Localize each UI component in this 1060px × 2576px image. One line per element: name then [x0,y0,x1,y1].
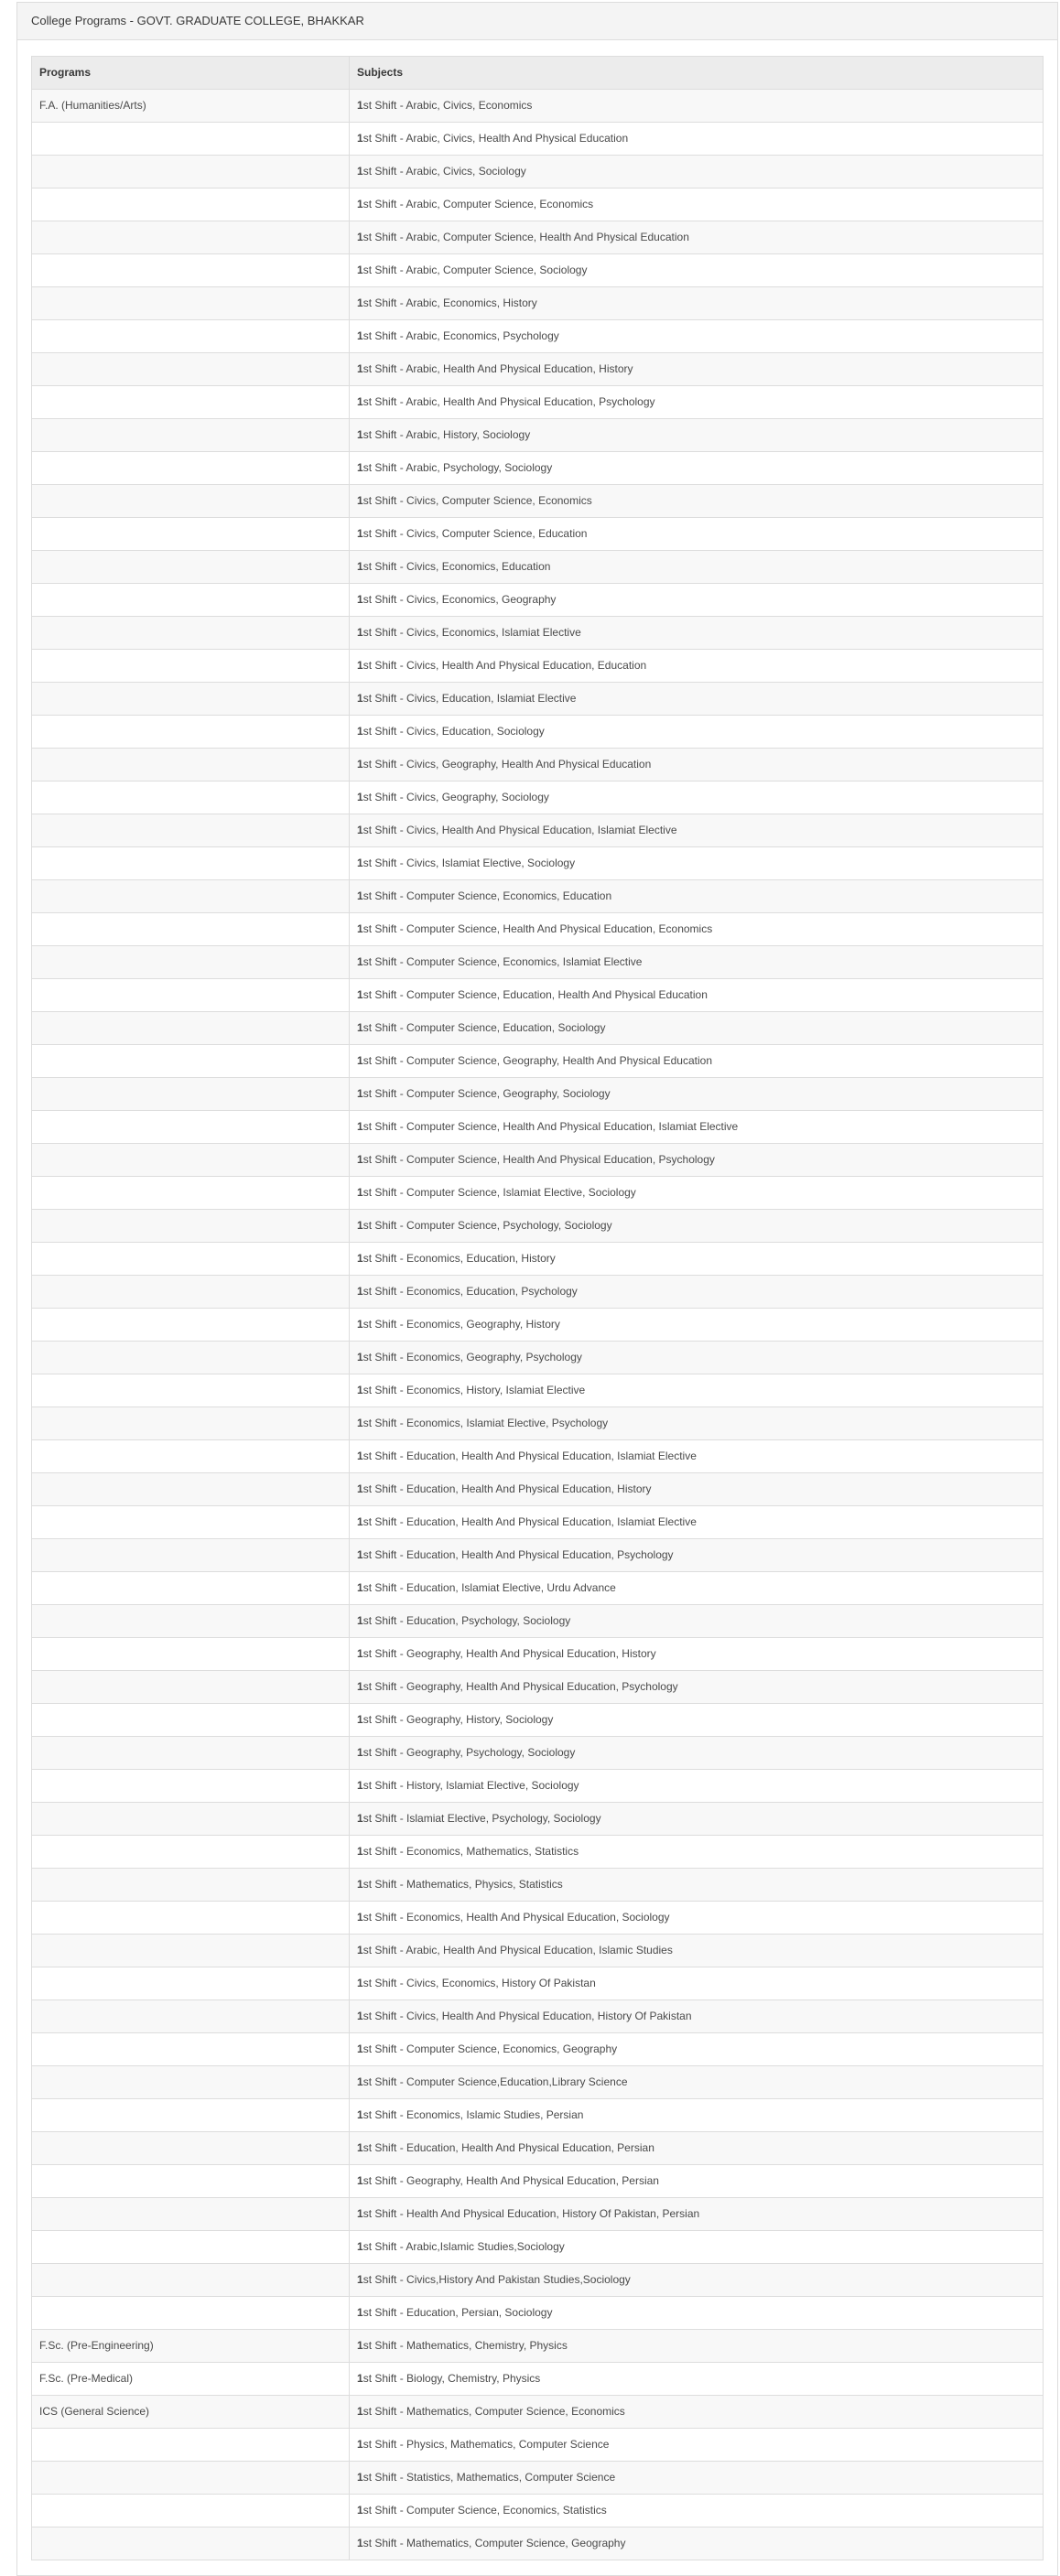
program-cell [32,1210,350,1243]
subject-cell: 1st Shift - Civics,History And Pakistan Studies,Sociology [350,2264,1044,2297]
program-cell [32,2527,350,2560]
subject-cell: 1st Shift - Computer Science, Education, Sociology [350,1012,1044,1045]
subject-cell: 1st Shift - Economics, Geography, Psychology [350,1342,1044,1374]
subject-cell: 1st Shift - Health And Physical Education, History Of Pakistan, Persian [350,2198,1044,2231]
program-cell [32,1770,350,1803]
subject-cell: 1st Shift - Civics, Islamiat Elective, Sociology [350,847,1044,880]
program-cell [32,2132,350,2165]
table-row [32,1276,1044,1309]
program-cell: F.Sc. (Pre-Engineering) [32,2330,350,2363]
subject-cell: 1st Shift - Geography, Health And Physical Education, History [350,1638,1044,1671]
panel-body [17,40,1057,2575]
subject-cell: 1st Shift - Mathematics, Computer Science, Geography [350,2527,1044,2560]
table-row [32,1012,1044,1045]
subject-cell: 1st Shift - Education, Islamiat Elective, Urdu Advance [350,1572,1044,1605]
program-cell [32,2231,350,2264]
subject-cell: 1st Shift - Education, Health And Physical Education, Psychology [350,1539,1044,1572]
table-row [32,2066,1044,2099]
subject-cell: 1st Shift - Physics, Mathematics, Computer Science [350,2429,1044,2462]
programs-table [31,56,1044,2560]
subject-cell: 1st Shift - Economics, Health And Physical Education, Sociology [350,1902,1044,1935]
subject-cell: 1st Shift - Geography, Health And Physical Education, Persian [350,2165,1044,2198]
table-row [32,1671,1044,1704]
table-row [32,814,1044,847]
subject-cell: 1st Shift - Education, Psychology, Sociology [350,1605,1044,1638]
subject-cell: 1st Shift - Geography, Health And Physical Education, Psychology [350,1671,1044,1704]
program-cell [32,1671,350,1704]
program-cell [32,1012,350,1045]
table-row [32,2000,1044,2033]
table-row [32,2297,1044,2330]
program-cell [32,1539,350,1572]
subject-cell: 1st Shift - Education, Health And Physical Education, Islamiat Elective [350,1506,1044,1539]
column-header-subjects: Subjects [350,57,1044,90]
table-row [32,1243,1044,1276]
table-row [32,551,1044,584]
table-row [32,1342,1044,1374]
table-row [32,1210,1044,1243]
subject-cell: 1st Shift - Geography, History, Sociology [350,1704,1044,1737]
subject-cell: 1st Shift - Civics, Education, Islamiat Elective [350,683,1044,716]
program-cell [32,189,350,221]
table-row [32,749,1044,781]
program-cell [32,1243,350,1276]
table-row [32,781,1044,814]
program-cell [32,1342,350,1374]
table-row [32,716,1044,749]
subject-cell: 1st Shift - Islamiat Elective, Psychology, Sociology [350,1803,1044,1836]
table-row [32,2462,1044,2495]
program-cell [32,1144,350,1177]
table-row [32,419,1044,452]
program-cell [32,156,350,189]
subject-cell: 1st Shift - Computer Science, Psychology, Sociology [350,1210,1044,1243]
subject-cell: 1st Shift - Computer Science, Health And Physical Education, Psychology [350,1144,1044,1177]
table-row [32,1638,1044,1671]
program-cell [32,1111,350,1144]
table-row [32,2330,1044,2363]
subject-cell: 1st Shift - Education, Health And Physical Education, Islamiat Elective [350,1440,1044,1473]
subject-cell: 1st Shift - Arabic, Civics, Economics [350,90,1044,123]
subject-cell: 1st Shift - Computer Science, Economics, Statistics [350,2495,1044,2527]
table-row [32,2429,1044,2462]
table-row [32,1177,1044,1210]
table-row [32,1539,1044,1572]
program-cell [32,1704,350,1737]
table-row [32,2396,1044,2429]
table-row [32,946,1044,979]
program-cell [32,1869,350,1902]
program-cell [32,1935,350,1967]
table-row [32,1770,1044,1803]
table-row [32,1440,1044,1473]
program-cell [32,2099,350,2132]
column-header-programs: Programs [32,57,350,90]
header-row [32,57,1044,90]
subject-cell: 1st Shift - Mathematics, Physics, Statistics [350,1869,1044,1902]
program-cell [32,485,350,518]
subject-cell: 1st Shift - Civics, Computer Science, Education [350,518,1044,551]
subject-cell: 1st Shift - Arabic, Economics, History [350,287,1044,320]
program-cell [32,683,350,716]
program-cell [32,2033,350,2066]
subject-cell: 1st Shift - Education, Persian, Sociology [350,2297,1044,2330]
subject-cell: 1st Shift - Computer Science,Education,Library Science [350,2066,1044,2099]
program-cell [32,2495,350,2527]
subject-cell: 1st Shift - Civics, Economics, History Of Pakistan [350,1967,1044,2000]
program-cell [32,1638,350,1671]
table-row [32,2495,1044,2527]
subject-cell: 1st Shift - Civics, Economics, Islamiat Elective [350,617,1044,650]
subject-cell: 1st Shift - Economics, Islamic Studies, Persian [350,2099,1044,2132]
program-cell [32,2165,350,2198]
program-cell [32,1737,350,1770]
program-cell: F.A. (Humanities/Arts) [32,90,350,123]
table-row [32,386,1044,419]
program-cell [32,2462,350,2495]
subject-cell: 1st Shift - Arabic, Health And Physical Education, History [350,353,1044,386]
program-cell [32,1902,350,1935]
program-cell [32,287,350,320]
subject-cell: 1st Shift - Mathematics, Chemistry, Physics [350,2330,1044,2363]
subject-cell: 1st Shift - Civics, Health And Physical Education, Education [350,650,1044,683]
table-row [32,584,1044,617]
table-row [32,2165,1044,2198]
subject-cell: 1st Shift - Computer Science, Economics, Education [350,880,1044,913]
table-row [32,1045,1044,1078]
subject-cell: 1st Shift - Computer Science, Economics, Geography [350,2033,1044,2066]
subject-cell: 1st Shift - Geography, Psychology, Sociology [350,1737,1044,1770]
program-cell [32,1177,350,1210]
table-row [32,2099,1044,2132]
program-cell [32,353,350,386]
subject-cell: 1st Shift - Biology, Chemistry, Physics [350,2363,1044,2396]
program-cell [32,419,350,452]
program-cell [32,847,350,880]
subject-cell: 1st Shift - Education, Health And Physical Education, Persian [350,2132,1044,2165]
table-row [32,1309,1044,1342]
program-cell [32,1407,350,1440]
subject-cell: 1st Shift - Civics, Geography, Sociology [350,781,1044,814]
programs-table-body [32,90,1044,2560]
subject-cell: 1st Shift - Civics, Economics, Geography [350,584,1044,617]
program-cell [32,716,350,749]
programs-table-head [32,57,1044,90]
program-cell [32,814,350,847]
table-row [32,1967,1044,2000]
subject-cell: 1st Shift - Computer Science, Islamiat Elective, Sociology [350,1177,1044,1210]
program-cell [32,584,350,617]
subject-cell: 1st Shift - Arabic, Computer Science, Economics [350,189,1044,221]
subject-cell: 1st Shift - Civics, Health And Physical Education, History Of Pakistan [350,2000,1044,2033]
program-cell [32,1078,350,1111]
subject-cell: 1st Shift - Computer Science, Geography, Health And Physical Education [350,1045,1044,1078]
table-row [32,1572,1044,1605]
program-cell [32,2066,350,2099]
program-cell [32,749,350,781]
table-row [32,2264,1044,2297]
subject-cell: 1st Shift - Civics, Education, Sociology [350,716,1044,749]
table-row [32,1605,1044,1638]
program-cell [32,254,350,287]
table-row [32,90,1044,123]
table-row [32,2198,1044,2231]
program-cell [32,221,350,254]
table-row [32,1473,1044,1506]
program-cell [32,1605,350,1638]
subject-cell: 1st Shift - Civics, Economics, Education [350,551,1044,584]
table-row [32,1144,1044,1177]
subject-cell: 1st Shift - Computer Science, Education, Health And Physical Education [350,979,1044,1012]
subject-cell: 1st Shift - Education, Health And Physical Education, History [350,1473,1044,1506]
program-cell [32,1045,350,1078]
college-programs-panel [16,2,1058,2576]
subject-cell: 1st Shift - Civics, Health And Physical Education, Islamiat Elective [350,814,1044,847]
program-cell [32,946,350,979]
subject-cell: 1st Shift - Arabic, Economics, Psychology [350,320,1044,353]
program-cell [32,1572,350,1605]
table-row [32,617,1044,650]
table-row [32,683,1044,716]
subject-cell: 1st Shift - Economics, Islamiat Elective, Psychology [350,1407,1044,1440]
program-cell [32,320,350,353]
table-row [32,650,1044,683]
program-cell [32,551,350,584]
table-row [32,847,1044,880]
table-row [32,123,1044,156]
program-cell: ICS (General Science) [32,2396,350,2429]
subject-cell: 1st Shift - Arabic, History, Sociology [350,419,1044,452]
program-cell [32,1374,350,1407]
subject-cell: 1st Shift - Computer Science, Health And Physical Education, Islamiat Elective [350,1111,1044,1144]
program-cell [32,2264,350,2297]
subject-cell: 1st Shift - Economics, Education, Psychology [350,1276,1044,1309]
table-row [32,1374,1044,1407]
program-cell [32,452,350,485]
program-cell [32,2297,350,2330]
table-row [32,254,1044,287]
program-cell [32,2198,350,2231]
program-cell [32,979,350,1012]
subject-cell: 1st Shift - Statistics, Mathematics, Computer Science [350,2462,1044,2495]
table-row [32,913,1044,946]
table-row [32,320,1044,353]
subject-cell: 1st Shift - Civics, Geography, Health And Physical Education [350,749,1044,781]
program-cell [32,2429,350,2462]
subject-cell: 1st Shift - Arabic, Health And Physical Education, Islamic Studies [350,1935,1044,1967]
table-row [32,287,1044,320]
table-row [32,189,1044,221]
table-row [32,2363,1044,2396]
subject-cell: 1st Shift - Economics, Geography, History [350,1309,1044,1342]
table-row [32,1737,1044,1770]
subject-cell: 1st Shift - Computer Science, Geography, Sociology [350,1078,1044,1111]
subject-cell: 1st Shift - Arabic, Psychology, Sociology [350,452,1044,485]
table-row [32,353,1044,386]
program-cell [32,1473,350,1506]
program-cell [32,880,350,913]
subject-cell: 1st Shift - Civics, Computer Science, Economics [350,485,1044,518]
subject-cell: 1st Shift - Mathematics, Computer Science, Economics [350,2396,1044,2429]
program-cell: F.Sc. (Pre-Medical) [32,2363,350,2396]
table-row [32,156,1044,189]
table-row [32,221,1044,254]
program-cell [32,1836,350,1869]
program-cell [32,123,350,156]
subject-cell: 1st Shift - Computer Science, Economics, Islamiat Elective [350,946,1044,979]
subject-cell: 1st Shift - Arabic,Islamic Studies,Sociology [350,2231,1044,2264]
table-row [32,880,1044,913]
subject-cell: 1st Shift - Arabic, Health And Physical Education, Psychology [350,386,1044,419]
table-row [32,1111,1044,1144]
table-row [32,2231,1044,2264]
table-row [32,1506,1044,1539]
table-row [32,1836,1044,1869]
subject-cell: 1st Shift - Arabic, Computer Science, Sociology [350,254,1044,287]
table-row [32,1407,1044,1440]
program-cell [32,1967,350,2000]
program-cell [32,781,350,814]
program-cell [32,2000,350,2033]
table-row [32,2033,1044,2066]
table-row [32,1902,1044,1935]
table-row [32,452,1044,485]
table-row [32,1935,1044,1967]
table-row [32,1869,1044,1902]
subject-cell: 1st Shift - Arabic, Civics, Health And Physical Education [350,123,1044,156]
table-row [32,485,1044,518]
table-row [32,2132,1044,2165]
program-cell [32,1506,350,1539]
program-cell [32,913,350,946]
subject-cell: 1st Shift - History, Islamiat Elective, Sociology [350,1770,1044,1803]
program-cell [32,386,350,419]
subject-cell: 1st Shift - Economics, Mathematics, Statistics [350,1836,1044,1869]
table-row [32,979,1044,1012]
table-row [32,2527,1044,2560]
table-row [32,1078,1044,1111]
subject-cell: 1st Shift - Economics, Education, History [350,1243,1044,1276]
program-cell [32,1276,350,1309]
program-cell [32,1309,350,1342]
program-cell [32,518,350,551]
subject-cell: 1st Shift - Arabic, Computer Science, Health And Physical Education [350,221,1044,254]
table-row [32,518,1044,551]
table-row [32,1803,1044,1836]
subject-cell: 1st Shift - Arabic, Civics, Sociology [350,156,1044,189]
subject-cell: 1st Shift - Computer Science, Health And Physical Education, Economics [350,913,1044,946]
subject-cell: 1st Shift - Economics, History, Islamiat Elective [350,1374,1044,1407]
program-cell [32,1803,350,1836]
program-cell [32,617,350,650]
table-row [32,1704,1044,1737]
page-title: College Programs - GOVT. GRADUATE COLLEGE, BHAKKAR [17,3,1057,40]
program-cell [32,650,350,683]
program-cell [32,1440,350,1473]
